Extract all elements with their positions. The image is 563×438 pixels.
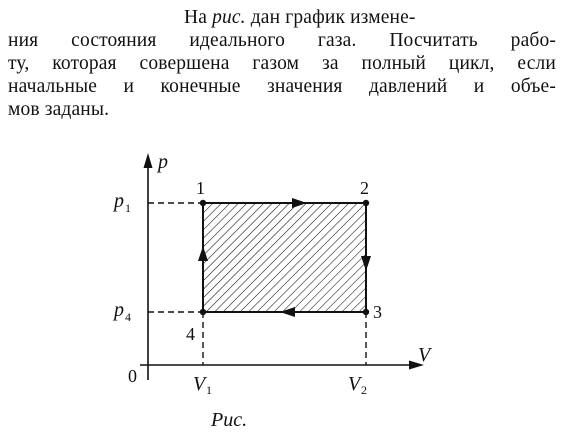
state-point-1 (200, 200, 206, 206)
problem-line-4: начальные и конечные значения давлений и объе- (8, 76, 556, 97)
v1-subscript: 1 (206, 383, 212, 397)
state-point-4 (200, 309, 206, 315)
problem-line-3: ту, которая совершена газом за полный цикл, если (8, 53, 556, 74)
v-axis-label: V (418, 344, 431, 366)
p4-label: p (114, 299, 124, 321)
problem-line-1-prefix: На (184, 7, 213, 28)
figure-reference: рис. (212, 7, 246, 28)
v2-label: V (348, 373, 361, 395)
state-point-2 (363, 200, 369, 206)
problem-line-5: мов заданы. (8, 99, 110, 120)
v2-subscript: 2 (361, 383, 367, 397)
p-axis-arrow (144, 153, 153, 168)
origin-label: 0 (128, 366, 137, 386)
figure-caption: Рис. (211, 409, 248, 431)
point-1-label: 1 (196, 178, 205, 198)
problem-line-1-suffix: дан график измене- (245, 7, 416, 28)
problem-line-2: ния состояния идеального газа. Посчитать рабо- (8, 30, 556, 51)
point-4-label: 4 (186, 324, 195, 344)
p1-label: p (114, 190, 124, 212)
v1-label: V (193, 373, 206, 395)
point-2-label: 2 (360, 178, 369, 198)
p4-subscript: 4 (125, 310, 131, 324)
state-point-3 (363, 309, 369, 315)
p1-subscript: 1 (125, 201, 131, 215)
point-3-label: 3 (373, 302, 382, 322)
cycle-area-hatch (203, 203, 366, 312)
p-axis-label: p (158, 151, 168, 173)
